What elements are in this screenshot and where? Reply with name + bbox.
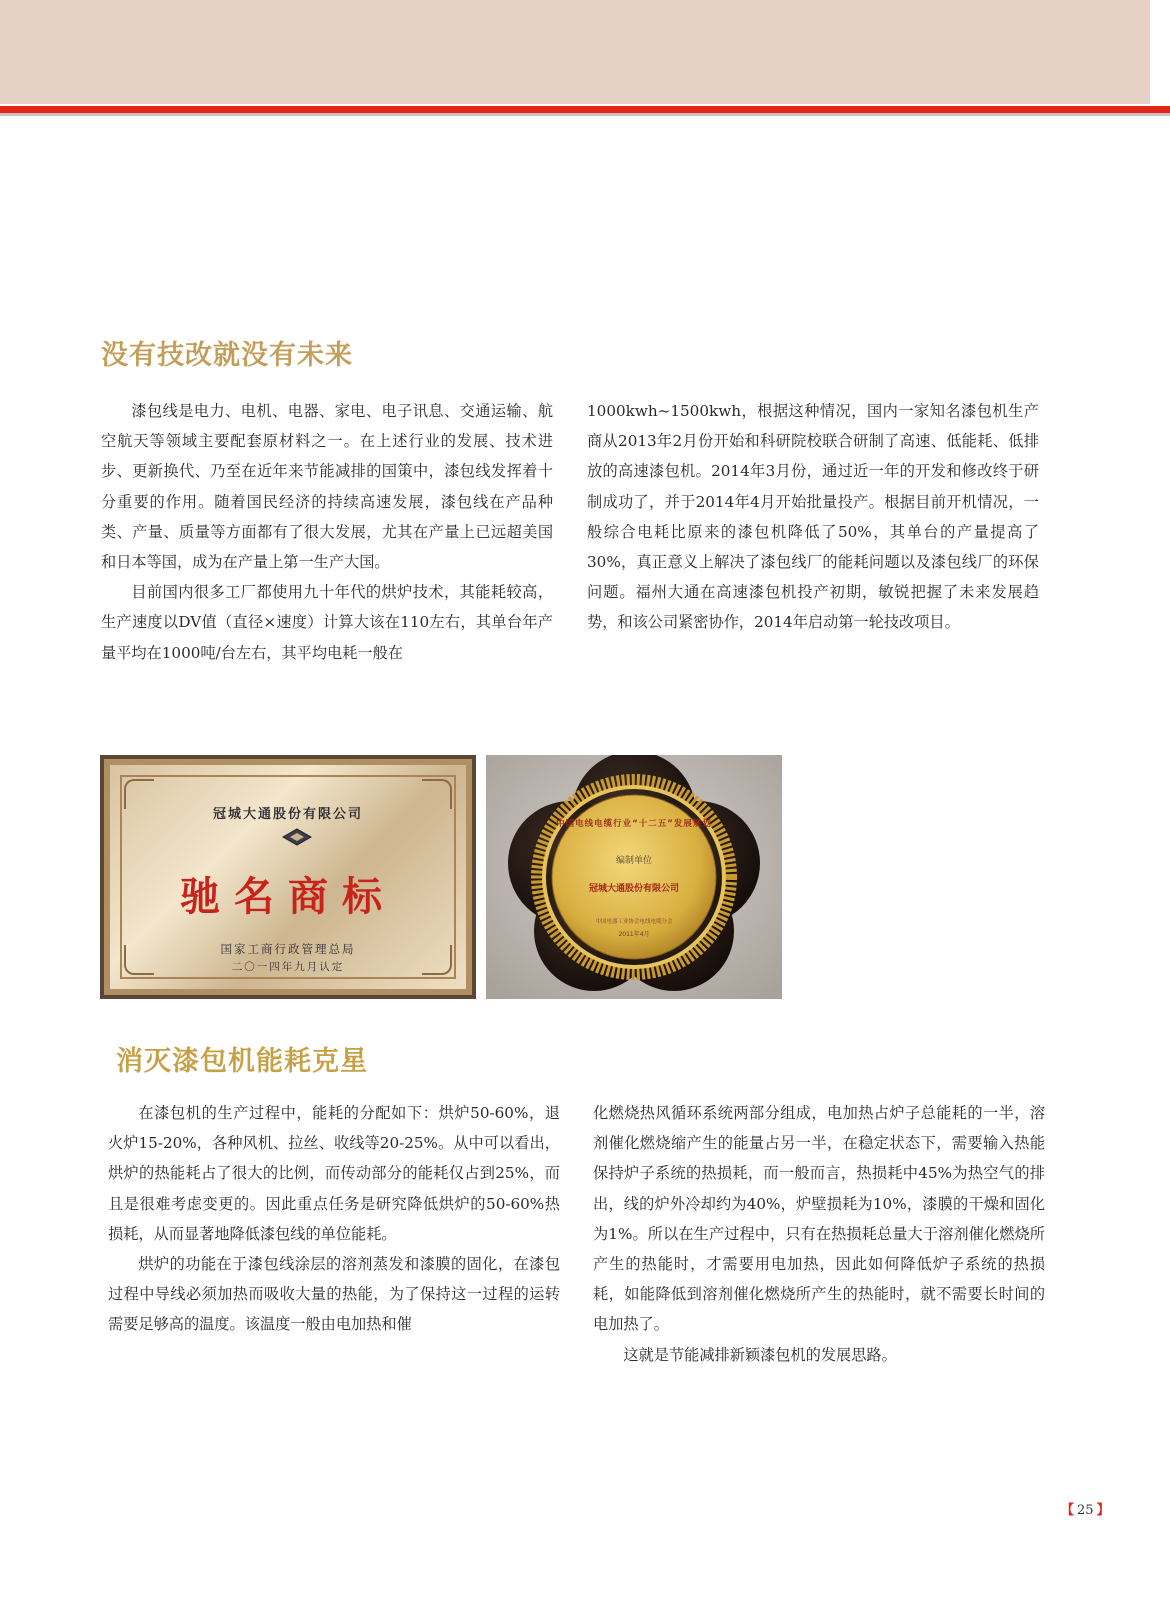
plaque-frame — [104, 759, 472, 995]
medal-graphic — [486, 755, 782, 999]
section1-left-column — [101, 396, 553, 668]
header-band — [0, 0, 1150, 104]
header-rule-red — [0, 106, 1170, 113]
section2-right-column — [593, 1098, 1045, 1370]
page-bracket-open: 【 — [1061, 1503, 1075, 1518]
page-bracket-close: 】 — [1096, 1503, 1110, 1518]
header-rule-grey — [0, 113, 1170, 116]
plaque-title: 驰名商标 — [180, 873, 396, 920]
section-heading-2: 消灭漆包机能耗克星 — [116, 1046, 368, 1077]
medal-date: 2011年4月 — [618, 931, 650, 938]
paragraph: 1000kwh~1500kwh，根据这种情况，国内一家知名漆包机生产商从2013年2月份开始和科研院校联合研制了高速、低能耗、低排放的高速漆包机。2014年3月份，通过近一年的开发和修改终于研制成功了，并于2014年4月开始批量投产。根据目前开机情况，一般综合电耗比原来的漆包机降低了50%，其单台的产量提高了30%，真正意义上解决了漆包线厂的能耗问题以及漆包线厂的环保问题。福州大通在高速漆包机投产初期，敏锐把握了未来发展趋势，和该公司紧密协作，2014年启动第一轮技改项目。 — [587, 402, 1039, 632]
page-number-value: 25 — [1077, 1503, 1094, 1518]
medal-organization: 中国电器工业协会电线电缆分会 — [595, 919, 673, 925]
plaque-date: 二〇一四年九月认定 — [231, 961, 345, 973]
page-number — [1061, 1499, 1110, 1518]
plaque-emblem-icon — [282, 828, 312, 846]
paragraph: 目前国内很多工厂都使用九十年代的烘炉技术，其能耗较高，生产速度以DV值（直径×速度）计算大该在110左右，其单台年产量平均在1000吨/台左右，其平均电耗一般在 — [101, 583, 553, 662]
medal-company: 冠城大通股份有限公司 — [588, 884, 679, 894]
medal-role: 编制单位 — [615, 856, 652, 866]
trademark-plaque-photo — [100, 755, 476, 999]
award-medal-photo — [486, 755, 782, 999]
plaque-issuer: 国家工商行政管理总局 — [220, 942, 356, 956]
paragraph: 在漆包机的生产过程中，能耗的分配如下：烘炉50-60%，退火炉15-20%，各种风机、拉丝、收线等20-25%。从中可以看出，烘炉的热能耗占了很大的比例，而传动部分的能耗仅占到25%，而且是很难考虑变更的。因此重点任务是研究降低烘炉的50-60%热损耗，从而显著地降低漆包线的单位能耗。 — [108, 1104, 560, 1243]
paragraph: 这就是节能减排新颖漆包机的发展思路。 — [623, 1345, 897, 1364]
paragraph: 漆包线是电力、电机、电器、家电、电子讯息、交通运输、航空航天等领域主要配套原材料之一。在上述行业的发展、技术进步、更新换代、乃至在近年来节能减排的国策中，漆包线发挥着十分重要的作用。随着国民经济的持续高速发展，漆包线在产品种类、产量、质量等方面都有了很大发展，尤其在产量上已远超美国和日本等国，成为在产量上第一生产大国。 — [101, 402, 553, 572]
medal-arc-text: 中国电线电缆行业“十二五”发展规划 — [556, 819, 712, 829]
section2-left-column — [108, 1098, 560, 1340]
section-heading-1: 没有技改就没有未来 — [101, 340, 353, 371]
paragraph: 烘炉的功能在于漆包线涂层的溶剂蒸发和漆膜的固化，在漆包过程中导线必须加热而吸收大量的热能，为了保持这一过程的运转需要足够高的温度。该温度一般由电加热和催 — [108, 1255, 560, 1334]
section1-right-column — [587, 396, 1039, 638]
plaque-company-name: 冠城大通股份有限公司 — [212, 807, 363, 822]
paragraph: 化燃烧热风循环系统两部分组成，电加热占炉子总能耗的一半，溶剂催化燃烧缩产生的能量占另一半，在稳定状态下，需要输入热能保持炉子系统的热损耗，而一般而言，热损耗中45%为热空气的排出，线的炉外冷却约为40%，炉壁损耗为10%，漆膜的干燥和固化为1%。所以在生产过程中，只有在热损耗总量大于溶剂催化燃烧所产生的热能时，才需要用电加热，因此如何降低炉子系统的热损耗，如能降低到溶剂催化燃烧所产生的热能时，就不需要长时间的电加热了。 — [593, 1104, 1045, 1334]
